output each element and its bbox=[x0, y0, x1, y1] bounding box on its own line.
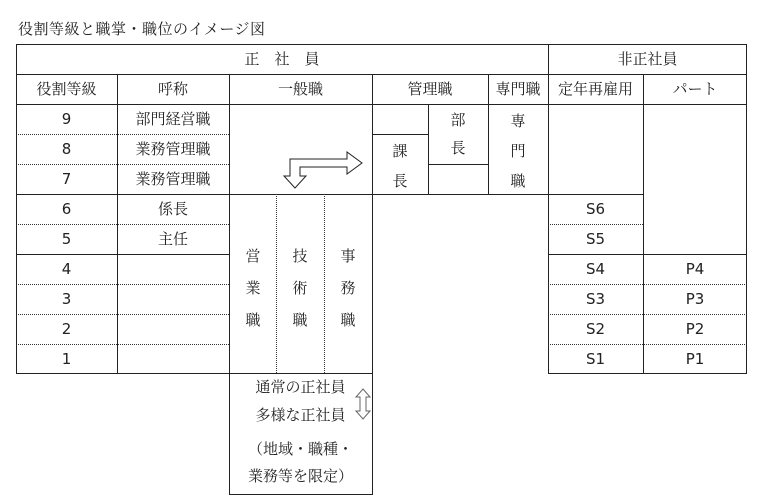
rehire-grade-s1: S1 bbox=[585, 349, 606, 368]
part-grade-p2: P2 bbox=[685, 319, 705, 338]
grade-2: 2 bbox=[61, 319, 72, 338]
header-regular-employee: 正 社 員 bbox=[244, 49, 320, 68]
specialist-label: 専 門 職 bbox=[510, 112, 526, 190]
header-grade: 役割等級 bbox=[36, 79, 97, 98]
grade-6: 6 bbox=[61, 199, 72, 218]
header-part: パート bbox=[672, 79, 718, 98]
grade-7: 7 bbox=[61, 169, 72, 188]
title-7: 業務管理職 bbox=[135, 169, 211, 188]
promotion-arrow-icon bbox=[282, 148, 366, 190]
normal-regular-employee: 通常の正社員 bbox=[255, 377, 346, 396]
rehire-grade-s6: S6 bbox=[585, 199, 606, 218]
grade-1: 1 bbox=[61, 349, 72, 368]
diverse-regular-employee: 多様な正社員 bbox=[255, 405, 346, 424]
part-grade-p4: P4 bbox=[685, 259, 705, 278]
grade-3: 3 bbox=[61, 289, 72, 308]
header-general: 一般職 bbox=[277, 79, 323, 98]
title-9: 部門経営職 bbox=[135, 109, 211, 128]
header-manager: 管理職 bbox=[407, 79, 453, 98]
switch-arrow-icon bbox=[354, 388, 372, 420]
title-5: 主任 bbox=[157, 229, 188, 248]
restriction-note-line2: 業務等を限定） bbox=[247, 466, 353, 485]
header-name: 呼称 bbox=[157, 79, 188, 98]
rehire-grade-s2: S2 bbox=[585, 319, 606, 338]
title-8: 業務管理職 bbox=[135, 139, 211, 158]
rehire-grade-s5: S5 bbox=[585, 229, 606, 248]
manager-rank-kacho: 課 長 bbox=[392, 142, 408, 190]
general-track-sales: 営 業 職 bbox=[245, 247, 261, 329]
general-track-office: 事 務 職 bbox=[340, 247, 356, 329]
grade-9: 9 bbox=[61, 109, 72, 128]
header-rehire: 定年再雇用 bbox=[557, 79, 633, 98]
part-grade-p3: P3 bbox=[685, 289, 705, 308]
part-grade-p1: P1 bbox=[685, 349, 705, 368]
header-nonregular-employee: 非正社員 bbox=[617, 49, 678, 68]
grade-8: 8 bbox=[61, 139, 72, 158]
restriction-note-line1: （地域・職種・ bbox=[247, 439, 353, 458]
title-6: 係長 bbox=[157, 199, 188, 218]
grade-4: 4 bbox=[61, 259, 72, 278]
manager-rank-bucho: 部 長 bbox=[450, 111, 466, 157]
rehire-grade-s4: S4 bbox=[585, 259, 606, 278]
general-track-technical: 技 術 職 bbox=[292, 247, 308, 329]
diagram-title: 役割等級と職掌・職位のイメージ図 bbox=[18, 20, 266, 38]
rehire-grade-s3: S3 bbox=[585, 289, 606, 308]
grade-5: 5 bbox=[61, 229, 72, 248]
header-specialist: 専門職 bbox=[495, 79, 541, 98]
